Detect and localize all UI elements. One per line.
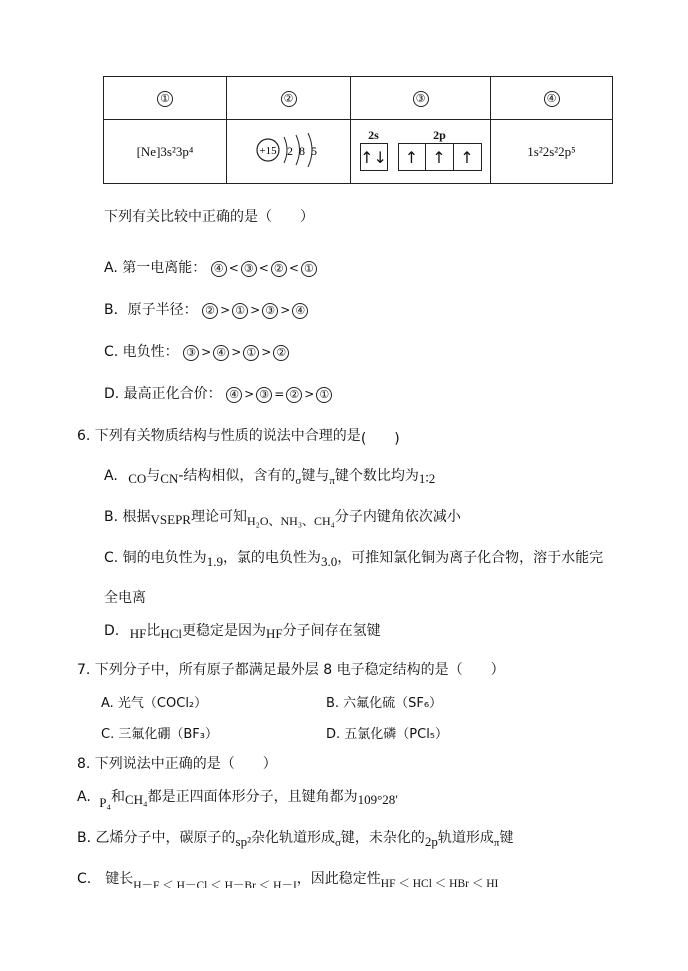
q6-stem-text: 6. 下列有关物质结构与性质的说法中合理的是	[77, 428, 361, 444]
expr-op: <	[228, 261, 239, 275]
q6-d-hcl: HCl	[160, 626, 182, 641]
q8-b-t1: 杂化轨道形成	[250, 830, 335, 846]
config-cell-4: 1s²2s²2p⁵	[491, 120, 613, 184]
q8-a-angle: 109°28′	[357, 792, 399, 807]
q7-option-b: B. 六氟化硫（SF₆）	[326, 696, 443, 711]
q8-a-pre: A.	[77, 789, 91, 805]
q7-option-d: D. 五氯化磷（PCl₅）	[326, 727, 449, 742]
q6-stem	[77, 425, 400, 445]
expr-circle: ③	[256, 387, 272, 403]
table-body-row	[104, 120, 613, 184]
expr-op: >	[220, 303, 231, 317]
expr-op: >	[250, 303, 261, 317]
expr-circle: ②	[286, 387, 302, 403]
svg-text:8: 8	[298, 143, 305, 158]
q8-a-t2: 都是正四面体形分子，且键角都为	[147, 789, 358, 805]
q6-c-v2: 3.0	[320, 554, 338, 569]
q6-b-t2: 分子内键角依次减小	[334, 509, 461, 525]
q6-d-t3: 分子间存在氢键	[282, 623, 381, 639]
q6-d-pre: D.	[104, 623, 120, 639]
orbital-box-2s: ↑↓	[360, 143, 388, 171]
atom-diagram	[254, 130, 324, 170]
q6-option-b	[104, 506, 461, 526]
orbital-diagram-cell	[351, 120, 491, 184]
expr-circle: ②	[271, 261, 287, 277]
q6-option-a	[104, 465, 435, 485]
expr-op: >	[244, 387, 255, 401]
q6-d-hf: HF	[129, 626, 147, 641]
q5-option-b-label: B．原子半径：	[104, 302, 198, 318]
expr-circle: ④	[213, 345, 229, 361]
q6-a-pi: π	[329, 475, 335, 487]
q6-d-t2: 更稳定是因为	[181, 623, 266, 639]
q5-option-c-label: C. 电负性：	[104, 344, 179, 360]
atomic-structure-cell	[227, 120, 351, 184]
q6-c-v1: 1.9	[206, 554, 223, 569]
q8-b-sigma: σ	[334, 837, 341, 849]
nucleus-charge: +15	[258, 144, 277, 157]
q6-a-co: CO	[128, 471, 147, 486]
expr-circle: ①	[243, 345, 259, 361]
q6-b-vsepr: VSEPR	[150, 512, 191, 527]
table-header-3: ③	[351, 77, 491, 120]
q8-b-2p: 2p	[424, 834, 438, 849]
q8-b-t4: 键	[499, 830, 514, 846]
q6-c-t2: ，可推知氯化铜为离子化合物，溶于水能完	[337, 550, 604, 566]
q8-option-b	[77, 827, 513, 847]
expr-circle: ①	[301, 261, 317, 277]
expr-op: =	[274, 387, 285, 401]
q5-option-a	[104, 257, 317, 277]
expr-circle: ③	[262, 303, 278, 319]
electron-config-table	[103, 76, 613, 184]
q6-option-c	[104, 547, 603, 567]
q6-option-d	[104, 620, 381, 640]
orbital-2p-label: 2p	[433, 128, 446, 142]
q7-stem: 7. 下列分子中，所有原子都满足最外层 8 电子稳定结构的是（ ）	[77, 662, 505, 678]
svg-text:2: 2	[286, 143, 293, 158]
q8-c-bond-length: H－F ＜ H－Cl ＜ H－Br ＜ H－I	[133, 880, 297, 888]
expr-op: >	[231, 345, 242, 359]
q7-option-c: C. 三氟化硼（BF₃）	[101, 727, 218, 742]
expr-circle: ②	[202, 303, 218, 319]
expr-op: >	[201, 345, 212, 359]
q6-a-pre: A.	[104, 468, 118, 484]
q6-b-t1: 理论可知	[190, 509, 247, 525]
expr-op: >	[304, 387, 315, 401]
q6-a-t2: -结构相似，含有的	[178, 468, 296, 484]
q6-a-ratio: 1∶2	[418, 471, 436, 486]
q6-a-cn: CN	[160, 471, 179, 486]
q6-paren: ( )	[360, 431, 400, 447]
q6-b-molecules: H₂O、NH₃、CH₄	[246, 514, 335, 528]
q8-b-pi: π	[493, 837, 500, 849]
expr-circle: ①	[316, 387, 332, 403]
expr-op: >	[280, 303, 291, 317]
orbital-box-2p: ↑	[426, 143, 454, 171]
q8-b-pre: B. 乙烯分子中，碳原子的	[77, 830, 236, 846]
q8-option-c	[77, 868, 593, 888]
expr-circle: ③	[241, 261, 257, 277]
q6-a-t1: 与	[146, 468, 161, 484]
svg-text:5: 5	[310, 143, 317, 158]
orbital-2p-boxes	[398, 143, 482, 171]
q7-option-a: A. 光气（COCl₂）	[101, 696, 208, 711]
q8-c-pre: C. 键长	[77, 871, 134, 887]
q8-b-sp2: sp²	[235, 834, 251, 849]
expr-circle: ④	[211, 261, 227, 277]
q5-option-c	[104, 341, 289, 361]
q6-c-t1: ，氯的电负性为	[222, 550, 321, 566]
q8-b-t3: 轨道形成	[437, 830, 494, 846]
q6-a-t4: 键个数比均为	[334, 468, 419, 484]
table-header-2: ②	[227, 77, 351, 120]
table-header-row	[104, 77, 613, 120]
q8-a-t1: 和	[111, 789, 125, 805]
expr-op: <	[258, 261, 269, 275]
expr-circle: ④	[292, 303, 308, 319]
orbital-box-2p: ↑	[398, 143, 426, 171]
expr-op: <	[288, 261, 299, 275]
q6-option-c-line2: 全电离	[104, 590, 146, 606]
expr-circle: ②	[273, 345, 289, 361]
q6-b-pre: B. 根据	[104, 509, 151, 525]
q6-a-t3: 键与	[301, 468, 330, 484]
orbital-2s-label: 2s	[368, 128, 379, 142]
table-header-4: ④	[491, 77, 613, 120]
q5-stem: 下列有关比较中正确的是（ ）	[104, 209, 314, 225]
q5-option-d	[104, 383, 332, 403]
q8-c-stability: HF ＜ HCl ＜ HBr ＜ HI	[380, 878, 499, 888]
expr-circle: ④	[226, 387, 242, 403]
q8-b-t2: 键，未杂化的	[340, 830, 425, 846]
q6-a-sigma: σ	[295, 475, 302, 487]
q8-option-a	[77, 786, 399, 810]
q8-c-t1: ，因此稳定性	[296, 871, 381, 887]
q8-a-p4: P₄	[99, 795, 111, 810]
expr-circle: ③	[183, 345, 199, 361]
q5-option-a-label: A. 第一电离能：	[104, 260, 207, 276]
q5-option-d-label: D. 最高正化合价：	[104, 386, 222, 402]
expr-op: >	[261, 345, 272, 359]
q8-stem: 8. 下列说法中正确的是（ ）	[77, 756, 277, 772]
q6-d-hf2: HF	[265, 626, 283, 641]
q8-a-ch4: CH₄	[125, 792, 148, 807]
config-cell-1: [Ne]3s²3p⁴	[104, 120, 227, 184]
table-header-1: ①	[104, 77, 227, 120]
expr-circle: ①	[232, 303, 248, 319]
orbital-box-2p: ↑	[454, 143, 482, 171]
q6-c-pre: C. 铜的电负性为	[104, 550, 207, 566]
q5-option-b	[104, 299, 308, 319]
q6-d-t1: 比	[146, 623, 161, 639]
orbital-2s-boxes	[360, 143, 388, 171]
